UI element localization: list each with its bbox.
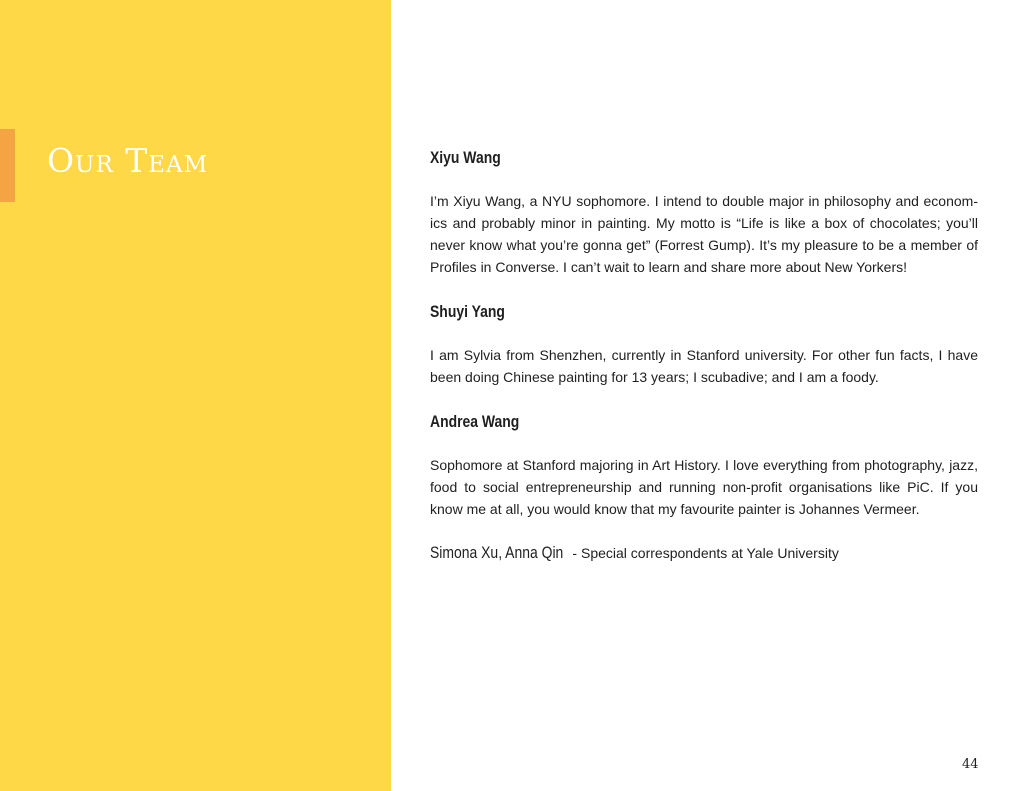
left-panel [0, 0, 391, 791]
member-entry [430, 146, 978, 278]
accent-bar [0, 129, 15, 202]
page-number: 44 [962, 757, 979, 772]
member-bio: I’m Xiyu Wang, a NYU sophomore. I intend to double major in philosophy and econom-ics and probably minor in painting. My motto is “Life is like a box of chocolates; you’ll never know what you’re gonna get” (Forrest Gump). It’s my pleasure to be a member of Profiles in Converse. I can’t wait to learn and share more about New Yorkers! [430, 193, 978, 275]
section-title: Our Team [47, 141, 209, 180]
member-name: Shuyi Yang [430, 302, 505, 321]
correspondents-line [430, 541, 978, 565]
member-name: Xiyu Wang [430, 148, 501, 167]
member-entry [430, 410, 978, 520]
team-content [430, 146, 978, 565]
member-name: Andrea Wang [430, 412, 520, 431]
correspondent-role: Special correspondents at Yale University [581, 545, 839, 561]
correspondent-names: Simona Xu, Anna Qin [430, 543, 564, 562]
member-bio: I am Sylvia from Shenzhen, currently in Stanford university. For other fun facts, I have been doing Chinese painting for 13 years; I scubadive; and I am a foody. [430, 347, 978, 385]
member-entry [430, 300, 978, 388]
correspondent-separator: - [568, 545, 581, 561]
member-bio: Sophomore at Stanford majoring in Art History. I love everything from photography, jazz, food to social entrepreneurship and running non-profit organisations like PiC. If you know me at all, you would know that my favourite painter is Johannes Vermeer. [430, 457, 978, 517]
